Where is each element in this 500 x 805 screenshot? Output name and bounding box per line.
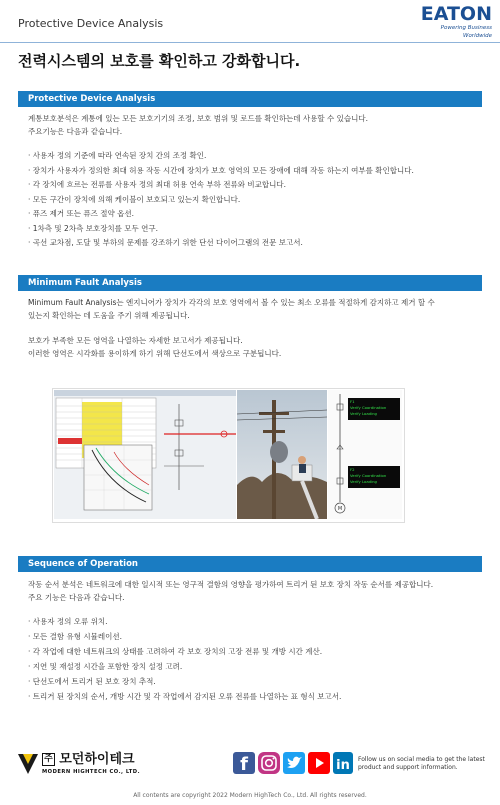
copyright-text: All contents are copyright 2022 Modern HighTech Co., Ltd. All rights reserved. — [133, 792, 367, 799]
list-item: · 곡선 교차점, 도달 및 부하의 문제를 강조하기 위한 단선 다이어그램의 전문 보고서. — [28, 236, 480, 251]
list-item: · 퓨즈 제거 또는 퓨즈 절약 옵션. — [28, 207, 480, 222]
list-item: · 지연 및 재설정 시간을 포함한 장치 설정 고려. — [28, 659, 480, 674]
company-kr-prefix: 주 — [44, 754, 53, 764]
list-item: · 트리거 된 장치의 순서, 개방 시간 및 각 작업에서 감지된 오류 전류를 나열하는 표 형식 보고서. — [28, 689, 480, 704]
section3-bullet-list — [28, 614, 480, 704]
section1-bullet-list — [28, 149, 480, 251]
utility-pole-photo — [237, 390, 327, 519]
header-title: Protective Device Analysis — [18, 17, 164, 30]
section3-intro-line2: 주요 기능은 다음과 같습니다. — [28, 593, 125, 602]
figure-label-1a: F1 — [350, 399, 355, 404]
section2-p1-line2: 있는지 확인하는 데 도움을 주기 위해 제공됩니다. — [28, 311, 190, 320]
facebook-icon[interactable] — [233, 752, 255, 774]
logo-name: EATON — [420, 3, 492, 25]
figure-label-2c: Verify Loading — [350, 479, 377, 484]
section1-intro-line2: 주요기능은 다음과 같습니다. — [28, 127, 123, 136]
list-item: · 단선도에서 트리거 된 보호 장치 추적. — [28, 674, 480, 689]
section1-intro-line1: 계통보호분석은 계통에 있는 모든 보호기기의 조정, 보호 범위 및 로드를 확인하는데 사용할 수 있습니다. — [28, 114, 369, 123]
page-header — [0, 0, 500, 43]
figure-label-2a: F2 — [350, 467, 355, 472]
youtube-icon[interactable] — [308, 752, 330, 774]
section2-paragraph-2 — [28, 334, 480, 360]
list-item: · 사용자 정의 기준에 따라 연속된 장치 간의 조정 확인. — [28, 149, 480, 164]
list-item: · 모든 구간이 장치에 의해 케이블이 보호되고 있는지 확인합니다. — [28, 193, 480, 208]
list-item: · 장치가 사용자가 정의한 최대 허용 작동 시간에 장치가 보호 영역의 모든 장애에 대해 작동 하는지 여부를 확인합니다. — [28, 164, 480, 179]
section-bar-sequence-of-operation: Sequence of Operation — [18, 556, 482, 572]
company-name-en: MODERN HIGHTECH CO., LTD. — [42, 769, 141, 775]
svg-text:f: f — [240, 754, 248, 774]
list-item: · 사용자 정의 오류 위치. — [28, 614, 480, 629]
eaton-logo — [420, 3, 492, 39]
section2-paragraph-1 — [28, 296, 480, 322]
section1-intro — [28, 112, 480, 138]
company-logo-mark-icon — [18, 754, 38, 774]
section2-p2-line1: 보호가 부족한 모든 영역을 나열하는 자세한 보고서가 제공됩니다. — [28, 336, 243, 345]
list-item: · 모든 결함 유형 시뮬레이션. — [28, 629, 480, 644]
section-bar-protective-device: Protective Device Analysis — [18, 91, 482, 107]
social-follow-text: Follow us on social media to get the latest product and support information. — [358, 756, 485, 771]
motor-label: M — [337, 506, 343, 512]
figure-label-1c: Verify Loading — [350, 411, 377, 416]
section3-intro — [28, 578, 480, 604]
list-item: · 1차측 및 2차측 보호장치를 모두 연구. — [28, 222, 480, 237]
linkedin-icon[interactable] — [333, 752, 353, 774]
section2-p1-line1: Minimum Fault Analysis는 엔지니어가 장치가 각각의 보호 영역에서 볼 수 있는 최소 오류를 적절하게 감지하고 제거 할 수 — [28, 298, 435, 307]
twitter-icon[interactable] — [283, 752, 305, 774]
svg-text:in: in — [336, 758, 350, 773]
section3-intro-line1: 작동 순서 분석은 네트워크에 대한 일시적 또는 영구적 결함의 영향을 평가하여 트리거 된 보호 장치 작동 순서를 제공합니다. — [28, 580, 434, 589]
figure-label-1b: Verify Coordination — [350, 405, 387, 410]
company-name-kr: 모던하이테크 — [59, 752, 135, 767]
figure-label-2b: Verify Coordination — [350, 473, 387, 478]
page-headline: 전력시스템의 보호를 확인하고 강화합니다. — [18, 52, 301, 70]
fault-analysis-figure — [52, 388, 405, 523]
social-icons — [233, 752, 353, 778]
instagram-icon[interactable] — [258, 752, 280, 774]
section-bar-minimum-fault: Minimum Fault Analysis — [18, 275, 482, 291]
list-item: · 각 작업에 대한 네트워크의 상태를 고려하여 각 보호 장치의 고장 전류 및 개방 시간 계산. — [28, 644, 480, 659]
single-line-diagram — [328, 390, 402, 519]
software-screenshot-image — [54, 390, 236, 519]
logo-tagline: Powering Business Worldwide — [440, 25, 492, 39]
list-item: · 각 장치에 흐르는 전류를 사용자 정의 최대 허용 연속 부하 전류와 비교합니다. — [28, 178, 480, 193]
section2-p2-line2: 이러한 영역은 시각화를 용이하게 하기 위해 단선도에서 색상으로 구분됩니다. — [28, 349, 282, 358]
